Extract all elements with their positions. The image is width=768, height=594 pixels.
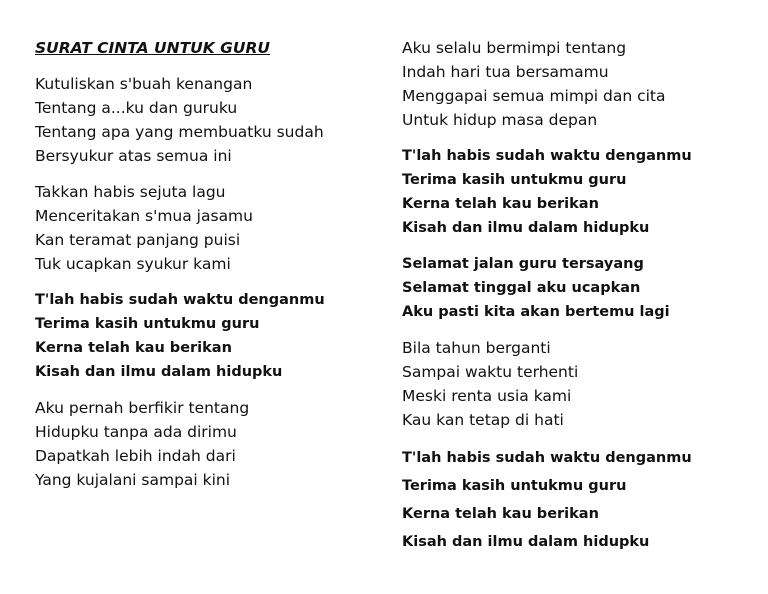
stanza-chorus-3 xyxy=(402,444,742,556)
song-title: SURAT CINTA UNTUK GURU xyxy=(35,39,270,57)
chorus-line: Terima kasih untukmu guru xyxy=(402,172,627,188)
chorus-line: Aku pasti kita akan bertemu lagi xyxy=(402,304,670,320)
chorus-line: T'lah habis sudah waktu denganmu xyxy=(402,148,692,164)
chorus-line: Kisah dan ilmu dalam hidupku xyxy=(402,534,650,550)
lyric-line: Aku pernah berfikir tentang xyxy=(35,399,250,417)
stanza-verse-5 xyxy=(402,336,742,432)
lyric-line: Menggapai semua mimpi dan cita xyxy=(402,87,666,105)
chorus-line: Kerna telah kau berikan xyxy=(35,340,232,356)
lyric-line: Tentang a...ku dan guruku xyxy=(35,99,238,117)
stanza-verse-4 xyxy=(402,36,742,132)
lyric-line: Tuk ucapkan syukur kami xyxy=(35,255,231,273)
lyric-line: Yang kujalani sampai kini xyxy=(35,471,231,489)
lyric-line: Indah hari tua bersamamu xyxy=(402,63,609,81)
chorus-line: Kerna telah kau berikan xyxy=(402,506,599,522)
lyric-line: Dapatkah lebih indah dari xyxy=(35,447,236,465)
lyric-line: Untuk hidup masa depan xyxy=(402,111,598,129)
chorus-line: Terima kasih untukmu guru xyxy=(35,316,260,332)
stanza-farewell xyxy=(402,252,742,324)
lyric-line: Aku selalu bermimpi tentang xyxy=(402,39,627,57)
lyric-line: Takkan habis sejuta lagu xyxy=(35,183,226,201)
lyric-line: Sampai waktu terhenti xyxy=(402,363,579,381)
lyric-line: Bila tahun berganti xyxy=(402,339,551,357)
chorus-line: Kisah dan ilmu dalam hidupku xyxy=(402,220,650,236)
stanza-chorus-2 xyxy=(402,144,742,240)
chorus-line: T'lah habis sudah waktu denganmu xyxy=(402,450,692,466)
lyric-line: Menceritakan s'mua jasamu xyxy=(35,207,253,225)
stanza-verse-2 xyxy=(35,180,375,276)
lyric-line: Kutuliskan s'buah kenangan xyxy=(35,75,253,93)
chorus-line: Selamat jalan guru tersayang xyxy=(402,256,644,272)
stanza-chorus-1 xyxy=(35,288,375,384)
lyric-line: Meski renta usia kami xyxy=(402,387,572,405)
lyric-line: Tentang apa yang membuatku sudah xyxy=(35,123,324,141)
lyric-line: Kau kan tetap di hati xyxy=(402,411,564,429)
chorus-line: Terima kasih untukmu guru xyxy=(402,478,627,494)
right-column xyxy=(402,36,742,568)
chorus-line: T'lah habis sudah waktu denganmu xyxy=(35,292,325,308)
chorus-line: Selamat tinggal aku ucapkan xyxy=(402,280,641,296)
lyric-line: Kan teramat panjang puisi xyxy=(35,231,241,249)
stanza-verse-3 xyxy=(35,396,375,492)
lyric-line: Hidupku tanpa ada dirimu xyxy=(35,423,237,441)
chorus-line: Kerna telah kau berikan xyxy=(402,196,599,212)
lyric-line: Bersyukur atas semua ini xyxy=(35,147,232,165)
stanza-verse-1 xyxy=(35,72,375,168)
left-column xyxy=(35,36,375,504)
chorus-line: Kisah dan ilmu dalam hidupku xyxy=(35,364,283,380)
